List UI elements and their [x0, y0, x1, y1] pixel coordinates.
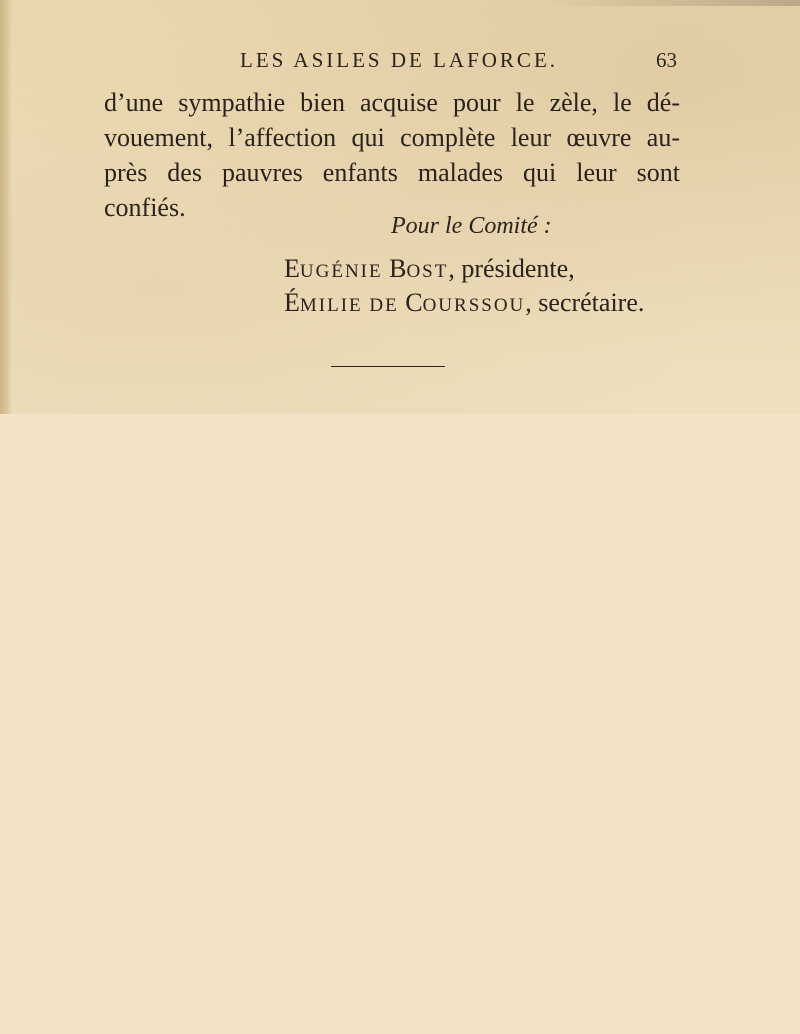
signatory-secretary — [284, 288, 644, 318]
page-shadow-edge — [540, 0, 800, 6]
last-name-rest: OURSSOU — [422, 295, 526, 316]
last-name-rest: OST — [406, 261, 449, 282]
first-name-rest: MILIE DE — [299, 295, 399, 316]
first-name-initial: E — [284, 254, 300, 283]
section-end-rule — [331, 366, 445, 367]
signoff: Pour le Comité : — [391, 213, 552, 239]
running-head: LES ASILES DE LAFORCE. — [240, 48, 559, 72]
body-line: près des pauvres enfants malades qui leur sont — [104, 158, 680, 187]
body-line: confiés. — [104, 193, 186, 222]
signatory-president — [284, 254, 575, 284]
signatory-role: , présidente, — [448, 254, 575, 283]
first-name-initial: É — [284, 288, 300, 317]
first-name-rest: UGÉNIE — [299, 261, 383, 282]
body-line: d’une sympathie bien acquise pour le zèle, le dé- — [104, 88, 680, 117]
body-line: vouement, l’affection qui complète leur œuvre au- — [104, 123, 680, 152]
body-paragraph — [104, 85, 680, 225]
page-number: 63 — [656, 48, 677, 72]
last-name-initial: C — [405, 288, 423, 317]
page-header — [0, 44, 800, 76]
scanned-page — [0, 0, 800, 414]
last-name-initial: B — [389, 254, 407, 283]
signatory-role: , secrétaire. — [525, 288, 645, 317]
